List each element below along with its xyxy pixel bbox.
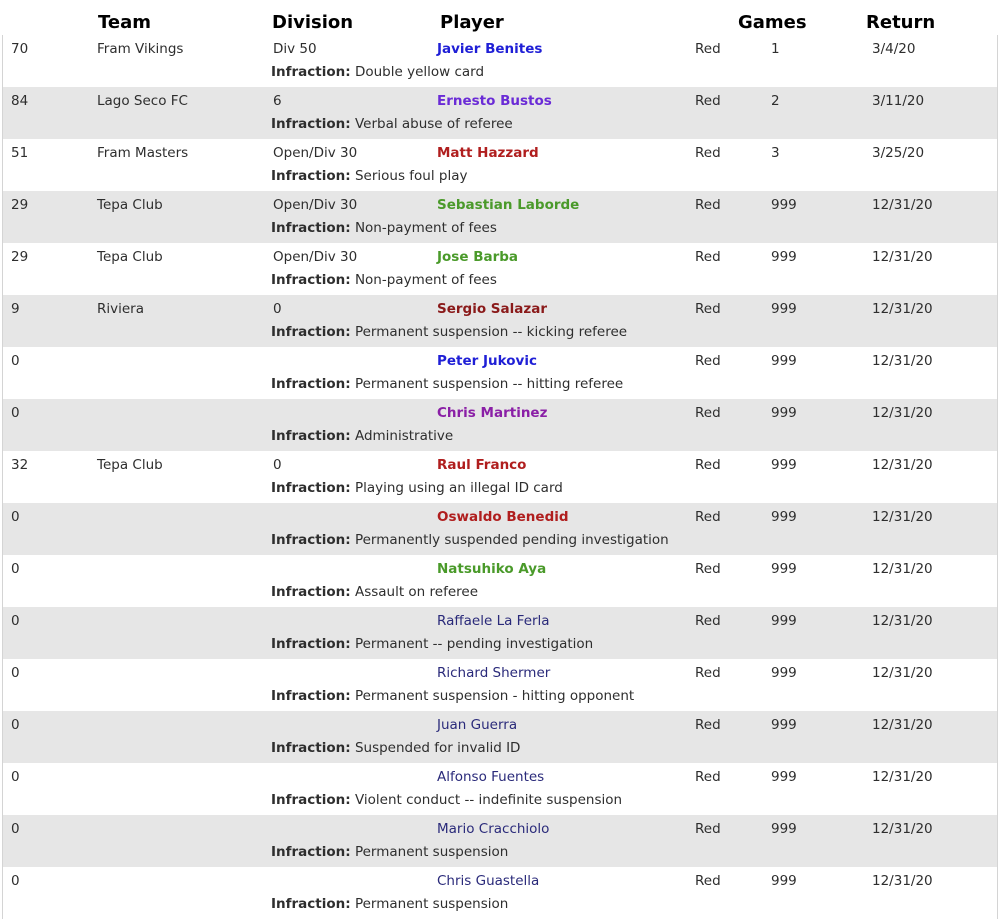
- row-team: Tepa Club: [97, 249, 163, 265]
- row-division: Open/Div 30: [273, 197, 358, 213]
- row-games: 999: [771, 301, 797, 317]
- infraction-label: Infraction:: [271, 64, 351, 80]
- infraction-label: Infraction:: [271, 584, 351, 600]
- row-card: Red: [695, 405, 721, 421]
- row-games: 2: [771, 93, 780, 109]
- row-card: Red: [695, 561, 721, 577]
- infraction-label: Infraction:: [271, 792, 351, 808]
- infraction-text: Suspended for invalid ID: [354, 740, 521, 756]
- table-row: [3, 815, 997, 867]
- row-return: 12/31/20: [872, 405, 933, 421]
- table-row: [3, 35, 997, 87]
- row-games: 999: [771, 405, 797, 421]
- header-player: Player: [440, 12, 504, 33]
- row-player[interactable]: Sebastian Laborde: [437, 197, 580, 213]
- row-return: 12/31/20: [872, 197, 933, 213]
- row-id: 0: [11, 665, 20, 681]
- infraction-text: Verbal abuse of referee: [354, 116, 513, 132]
- row-player[interactable]: Jose Barba: [437, 249, 519, 265]
- row-games: 999: [771, 197, 797, 213]
- row-infraction: [271, 116, 513, 132]
- row-id: 0: [11, 873, 20, 889]
- row-infraction: [271, 64, 484, 80]
- row-player[interactable]: Oswaldo Benedid: [437, 509, 569, 525]
- row-infraction: [271, 896, 508, 912]
- table-row: [3, 191, 997, 243]
- table-row: [3, 867, 997, 919]
- row-id: 0: [11, 769, 20, 785]
- row-infraction: [271, 688, 634, 704]
- row-player[interactable]: Chris Martinez: [437, 405, 548, 421]
- row-player[interactable]: Matt Hazzard: [437, 145, 539, 161]
- row-card: Red: [695, 665, 721, 681]
- infraction-text: Permanent -- pending investigation: [354, 636, 594, 652]
- infraction-label: Infraction:: [271, 272, 351, 288]
- row-id: 9: [11, 301, 20, 317]
- row-return: 12/31/20: [872, 873, 933, 889]
- row-card: Red: [695, 509, 721, 525]
- header-return: Return: [866, 12, 936, 33]
- row-infraction: [271, 792, 622, 808]
- row-division: Open/Div 30: [273, 249, 358, 265]
- row-team: Tepa Club: [97, 197, 163, 213]
- row-return: 12/31/20: [872, 769, 933, 785]
- row-id: 29: [11, 197, 29, 213]
- row-player[interactable]: Chris Guastella: [437, 873, 540, 889]
- row-division: Div 50: [273, 41, 317, 57]
- infraction-text: Playing using an illegal ID card: [354, 480, 563, 496]
- infraction-text: Non-payment of fees: [354, 220, 497, 236]
- row-player[interactable]: Peter Jukovic: [437, 353, 537, 369]
- table-row: [3, 295, 997, 347]
- row-team: Fram Vikings: [97, 41, 184, 57]
- row-return: 3/4/20: [872, 41, 916, 57]
- row-infraction: [271, 584, 478, 600]
- infraction-label: Infraction:: [271, 168, 351, 184]
- row-return: 3/11/20: [872, 93, 925, 109]
- row-infraction: [271, 168, 467, 184]
- row-team: Tepa Club: [97, 457, 163, 473]
- row-games: 999: [771, 717, 797, 733]
- row-id: 0: [11, 509, 20, 525]
- infraction-label: Infraction:: [271, 844, 351, 860]
- table-row: [3, 659, 997, 711]
- infraction-text: Permanent suspension -- kicking referee: [354, 324, 628, 340]
- table-row: [3, 451, 997, 503]
- table-row: [3, 503, 997, 555]
- row-division: 6: [273, 93, 282, 109]
- infraction-label: Infraction:: [271, 324, 351, 340]
- row-games: 3: [771, 145, 780, 161]
- row-infraction: [271, 428, 453, 444]
- row-card: Red: [695, 197, 721, 213]
- infraction-label: Infraction:: [271, 532, 351, 548]
- row-games: 999: [771, 821, 797, 837]
- infraction-label: Infraction:: [271, 428, 351, 444]
- row-games: 999: [771, 769, 797, 785]
- row-card: Red: [695, 613, 721, 629]
- table-row: [3, 607, 997, 659]
- row-id: 0: [11, 717, 20, 733]
- header-team: Team: [98, 12, 151, 33]
- infraction-label: Infraction:: [271, 220, 351, 236]
- row-return: 12/31/20: [872, 717, 933, 733]
- suspension-table: [2, 35, 998, 919]
- infraction-label: Infraction:: [271, 740, 351, 756]
- row-division: 0: [273, 301, 282, 317]
- row-division: Open/Div 30: [273, 145, 358, 161]
- table-row: [3, 399, 997, 451]
- row-return: 12/31/20: [872, 457, 933, 473]
- row-return: 12/31/20: [872, 301, 933, 317]
- row-card: Red: [695, 41, 721, 57]
- infraction-text: Permanent suspension -- hitting referee: [354, 376, 624, 392]
- row-player[interactable]: Juan Guerra: [437, 717, 518, 733]
- row-player[interactable]: Natsuhiko Aya: [437, 561, 547, 577]
- row-card: Red: [695, 93, 721, 109]
- table-row: [3, 243, 997, 295]
- row-card: Red: [695, 301, 721, 317]
- row-games: 999: [771, 665, 797, 681]
- infraction-text: Serious foul play: [354, 168, 468, 184]
- row-infraction: [271, 740, 520, 756]
- row-return: 12/31/20: [872, 821, 933, 837]
- row-player[interactable]: Sergio Salazar: [437, 301, 547, 317]
- row-card: Red: [695, 353, 721, 369]
- row-team: Fram Masters: [97, 145, 189, 161]
- row-games: 999: [771, 457, 797, 473]
- row-card: Red: [695, 249, 721, 265]
- infraction-text: Permanent suspension: [354, 896, 509, 912]
- row-infraction: [271, 480, 563, 496]
- infraction-label: Infraction:: [271, 688, 351, 704]
- table-row: [3, 711, 997, 763]
- row-player[interactable]: Mario Cracchiolo: [437, 821, 550, 837]
- infraction-text: Permanent suspension: [354, 844, 509, 860]
- row-card: Red: [695, 873, 721, 889]
- table-row: [3, 87, 997, 139]
- row-player[interactable]: Javier Benites: [437, 41, 543, 57]
- row-team: Riviera: [97, 301, 144, 317]
- row-id: 0: [11, 561, 20, 577]
- table-header: [0, 0, 1001, 35]
- row-return: 12/31/20: [872, 561, 933, 577]
- row-return: 12/31/20: [872, 509, 933, 525]
- infraction-text: Non-payment of fees: [354, 272, 497, 288]
- row-games: 999: [771, 509, 797, 525]
- row-player[interactable]: Ernesto Bustos: [437, 93, 552, 109]
- row-id: 0: [11, 353, 20, 369]
- row-games: 999: [771, 353, 797, 369]
- row-infraction: [271, 844, 508, 860]
- row-division: 0: [273, 457, 282, 473]
- infraction-text: Administrative: [354, 428, 454, 444]
- row-card: Red: [695, 717, 721, 733]
- table-row: [3, 347, 997, 399]
- row-card: Red: [695, 457, 721, 473]
- table-row: [3, 555, 997, 607]
- infraction-label: Infraction:: [271, 480, 351, 496]
- header-games: Games: [738, 12, 807, 33]
- row-id: 70: [11, 41, 29, 57]
- row-card: Red: [695, 769, 721, 785]
- row-games: 999: [771, 561, 797, 577]
- row-team: Lago Seco FC: [97, 93, 188, 109]
- row-id: 84: [11, 93, 29, 109]
- row-infraction: [271, 636, 593, 652]
- row-id: 0: [11, 405, 20, 421]
- infraction-text: Permanent suspension - hitting opponent: [354, 688, 635, 704]
- row-infraction: [271, 324, 627, 340]
- row-return: 12/31/20: [872, 665, 933, 681]
- row-infraction: [271, 272, 497, 288]
- row-id: 32: [11, 457, 29, 473]
- row-infraction: [271, 220, 497, 236]
- table-row: [3, 139, 997, 191]
- header-division: Division: [272, 12, 354, 33]
- infraction-label: Infraction:: [271, 636, 351, 652]
- row-return: 12/31/20: [872, 613, 933, 629]
- row-infraction: [271, 532, 669, 548]
- row-id: 51: [11, 145, 29, 161]
- row-card: Red: [695, 145, 721, 161]
- row-player[interactable]: Alfonso Fuentes: [437, 769, 545, 785]
- row-player[interactable]: Raffaele La Ferla: [437, 613, 550, 629]
- row-games: 999: [771, 613, 797, 629]
- row-games: 999: [771, 249, 797, 265]
- row-games: 999: [771, 873, 797, 889]
- row-return: 12/31/20: [872, 353, 933, 369]
- row-player[interactable]: Raul Franco: [437, 457, 527, 473]
- row-return: 12/31/20: [872, 249, 933, 265]
- infraction-text: Violent conduct -- indefinite suspension: [354, 792, 623, 808]
- row-infraction: [271, 376, 623, 392]
- infraction-text: Assault on referee: [354, 584, 479, 600]
- row-games: 1: [771, 41, 780, 57]
- row-id: 29: [11, 249, 29, 265]
- infraction-label: Infraction:: [271, 896, 351, 912]
- row-id: 0: [11, 821, 20, 837]
- infraction-label: Infraction:: [271, 116, 351, 132]
- table-row: [3, 763, 997, 815]
- row-id: 0: [11, 613, 20, 629]
- infraction-text: Permanently suspended pending investigation: [354, 532, 669, 548]
- infraction-text: Double yellow card: [354, 64, 485, 80]
- row-player[interactable]: Richard Shermer: [437, 665, 551, 681]
- row-card: Red: [695, 821, 721, 837]
- row-return: 3/25/20: [872, 145, 925, 161]
- infraction-label: Infraction:: [271, 376, 351, 392]
